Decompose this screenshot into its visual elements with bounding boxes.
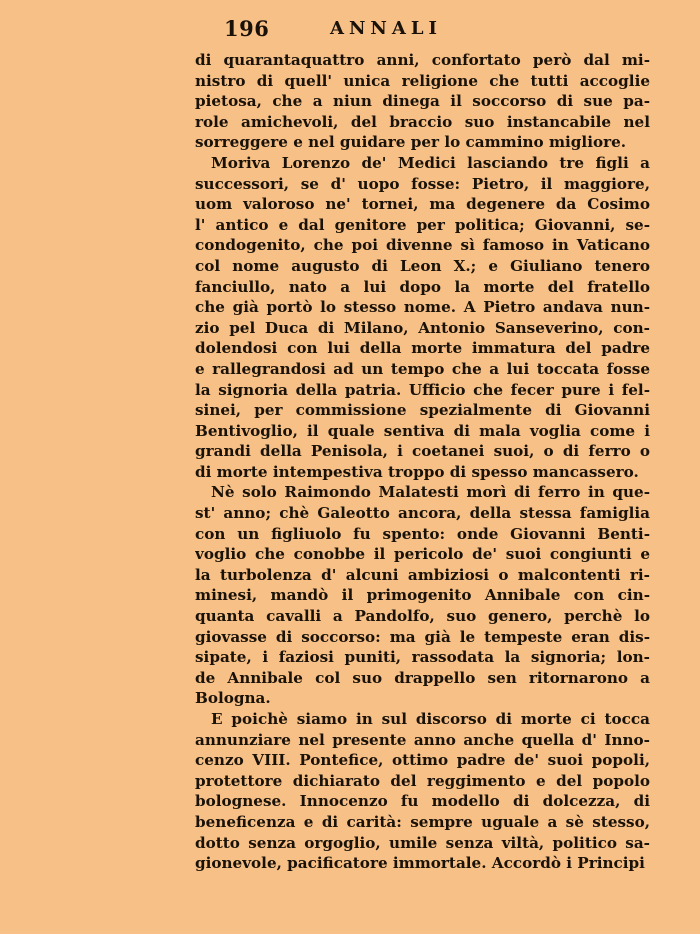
text-line: voglio che conobbe il pericolo de' suoi congiunti e xyxy=(195,545,650,564)
text-line: cenzo VIII. Pontefice, ottimo padre de' suoi popoli, xyxy=(195,751,650,770)
text-line: nistro di quell' unica religione che tutti accoglie xyxy=(195,71,650,90)
paragraph xyxy=(195,709,650,874)
text-line: sipate, i faziosi puniti, rassodata la signoria; lon- xyxy=(195,648,650,667)
text-line: giovasse di soccorso: ma già le tempeste eran dis- xyxy=(195,627,650,646)
page-header xyxy=(0,14,700,44)
text-line: uom valoroso ne' tornei, ma degenere da Cosimo xyxy=(195,195,650,214)
text-line: che già portò lo stesso nome. A Pietro andava nun- xyxy=(195,298,650,317)
text-line: successori, se d' uopo fosse: Pietro, il maggiore, xyxy=(195,174,650,193)
text-line: gionevole, pacificatore immortale. Accordò i Principi xyxy=(195,854,645,873)
text-line: de Annibale col suo drappello sen ritornarono a xyxy=(195,668,650,687)
text-line: Nè solo Raimondo Malatesti morì di ferro in que- xyxy=(211,483,650,502)
text-line: la turbolenza d' alcuni ambiziosi o malcontenti ri- xyxy=(195,565,650,584)
text-line: dolendosi con lui della morte immatura del padre xyxy=(195,339,650,358)
text-line: role amichevoli, del braccio suo instancabile nel xyxy=(195,112,650,131)
text-line: zio pel Duca di Milano, Antonio Sanseverino, con- xyxy=(195,318,650,337)
text-line: annunziare nel presente anno anche quella d' Inno- xyxy=(195,730,650,749)
text-line: dotto senza orgoglio, umile senza viltà, politico sa- xyxy=(195,833,650,852)
text-line: protettore dichiarato del reggimento e del popolo xyxy=(195,771,650,790)
text-line: la signoria della patria. Ufficio che fecer pure i fel- xyxy=(195,380,650,399)
text-line: minesi, mandò il primogenito Annibale con cin- xyxy=(195,586,650,605)
text-line: pietosa, che a niun dinega il soccorso di sue pa- xyxy=(195,92,650,111)
text-line: sorreggere e nel guidare per lo cammino migliore. xyxy=(195,133,627,152)
text-line: beneficenza e di carità: sempre uguale a sè stesso, xyxy=(195,812,650,831)
text-line: grandi della Penisola, i coetanei suoi, o di ferro o xyxy=(195,442,650,461)
paragraph xyxy=(195,153,650,483)
text-line: Bentivoglio, il quale sentiva di mala voglia come i xyxy=(195,421,650,440)
text-line: Bologna. xyxy=(195,689,271,708)
text-line: l' antico e dal genitore per politica; Giovanni, se- xyxy=(195,215,650,234)
text-line: sinei, per commissione spezialmente di Giovanni xyxy=(195,401,650,420)
page-number: 196 xyxy=(224,16,270,41)
paragraph xyxy=(195,50,650,153)
text-line: fanciullo, nato a lui dopo la morte del fratello xyxy=(195,277,650,296)
text-line: di quarantaquattro anni, confortato però dal mi- xyxy=(195,51,650,69)
text-line: di morte intempestiva troppo di spesso mancassero. xyxy=(195,462,639,481)
text-line: st' anno; chè Galeotto ancora, della stessa famiglia xyxy=(195,504,650,523)
text-line: quanta cavalli a Pandolfo, suo genero, perchè lo xyxy=(195,607,650,626)
text-line: e rallegrandosi ad un tempo che a lui toccata fosse xyxy=(195,359,650,378)
text-line: Moriva Lorenzo de' Medici lasciando tre figli a xyxy=(211,153,650,172)
text-line: condogenito, che poi divenne sì famoso in Vaticano xyxy=(195,236,650,255)
body-text xyxy=(195,50,650,874)
running-head: ANNALI xyxy=(330,18,442,39)
text-line: E poichè siamo in sul discorso di morte ci tocca xyxy=(211,710,650,728)
paragraph xyxy=(195,482,650,709)
text-line: col nome augusto di Leon X.; e Giuliano tenero xyxy=(195,256,650,275)
text-line: bolognese. Innocenzo fu modello di dolcezza, di xyxy=(195,792,650,811)
text-line: con un figliuolo fu spento: onde Giovanni Benti- xyxy=(195,524,650,543)
